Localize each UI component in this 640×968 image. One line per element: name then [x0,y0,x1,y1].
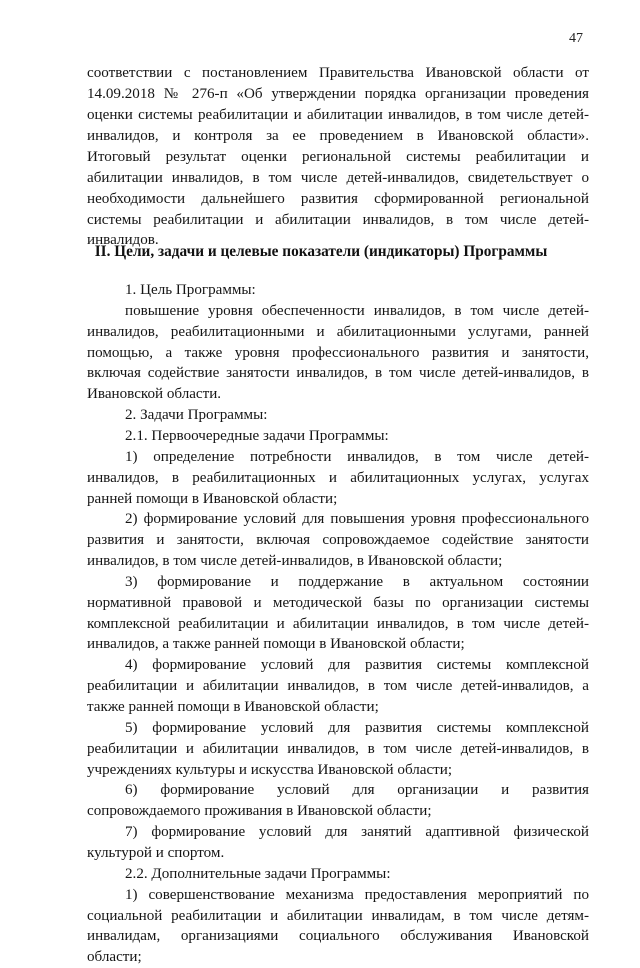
text-line: развития и занятости, включая сопровождаемое содействие занятости [87,532,589,548]
text-line: 1. Цель Программы: [125,282,256,298]
text-line: также ранней помощи в Ивановской области; [87,699,379,715]
text-line: 2.1. Первоочередные задачи Программы: [125,428,389,444]
page-number: 47 [569,31,583,46]
text-line: соответствии с постановлением Правительства Ивановской области от [87,65,589,81]
text-line: нормативной правовой и методической базы по организации системы [87,595,589,611]
text-line: инвалидов, и контроля за ее проведением в Ивановской области». [87,128,589,144]
text-line: 2) формирование условий для повышения уровня профессионального [125,511,589,527]
text-line: инвалидов, а также ранней помощи в Ивановской области; [87,636,465,652]
text-line: системы реабилитации и абилитации инвалидов, в том числе детей- [87,212,589,228]
text-line: Итоговый результат оценки региональной системы реабилитации и [87,149,589,165]
text-line: ранней помощи в Ивановской области; [87,491,338,507]
text-line: инвалидов, в том числе детей-инвалидов, в Ивановской области; [87,553,503,569]
text-line: 7) формирование условий для занятий адаптивной физической [125,824,589,840]
text-line: инвалидам, организациями социального обслуживания Ивановской [87,928,589,944]
text-line: включая содействие занятости инвалидов, в том числе детей-инвалидов, в [87,365,589,381]
text-line: 14.09.2018 № 276-п «Об утверждении порядка организации проведения [87,86,589,102]
text-line: инвалидов, в реабилитационных и абилитационных услугах, услугах [87,470,589,486]
text-line: 5) формирование условий для развития системы комплексной [125,720,589,736]
text-line: культурой и спортом. [87,845,225,861]
text-line: необходимости дальнейшего развития сформированной региональной [87,191,589,207]
text-line: реабилитации и абилитации инвалидов, в том числе детей-инвалидов, а [87,678,589,694]
text-line: 4) формирование условий для развития системы комплексной [125,657,589,673]
text-line: 1) совершенствование механизма предоставления мероприятий по [125,887,589,903]
text-line: оценки системы реабилитации и абилитации инвалидов, в том числе детей- [87,107,589,123]
text-line: Ивановской области. [87,386,222,402]
text-line: повышение уровня обеспеченности инвалидов, в том числе детей- [125,303,589,319]
text-line: 3) формирование и поддержание в актуальном состоянии [125,574,589,590]
text-line: социальной реабилитации и абилитации инвалидам, в том числе детям- [87,908,589,924]
section-heading: II. Цели, задачи и целевые показатели (индикаторы) Программы [94,243,548,260]
text-line: комплексной реабилитации и абилитации инвалидов, в том числе детей- [87,616,589,632]
text-line: 1) определение потребности инвалидов, в том числе детей- [125,449,589,465]
text-line: реабилитации и абилитации инвалидов, в том числе детей-инвалидов, в [87,741,589,757]
text-line: области; [87,949,142,965]
text-line: учреждениях культуры и искусства Ивановской области; [87,762,453,778]
text-line: сопровождаемого проживания в Ивановской области; [87,803,432,819]
text-line: 6) формирование условий для организации и развития [125,782,589,798]
text-line: 2. Задачи Программы: [125,407,268,423]
text-line: помощью, а также уровня профессионального развития и занятости, [87,345,589,361]
text-line: 2.2. Дополнительные задачи Программы: [125,866,391,882]
text-line: абилитации инвалидов, в том числе детей-инвалидов, свидетельствует о [87,170,589,186]
text-line: инвалидов, реабилитационными и абилитационными услугами, ранней [87,324,589,340]
text-line: инвалидов. [87,232,159,248]
